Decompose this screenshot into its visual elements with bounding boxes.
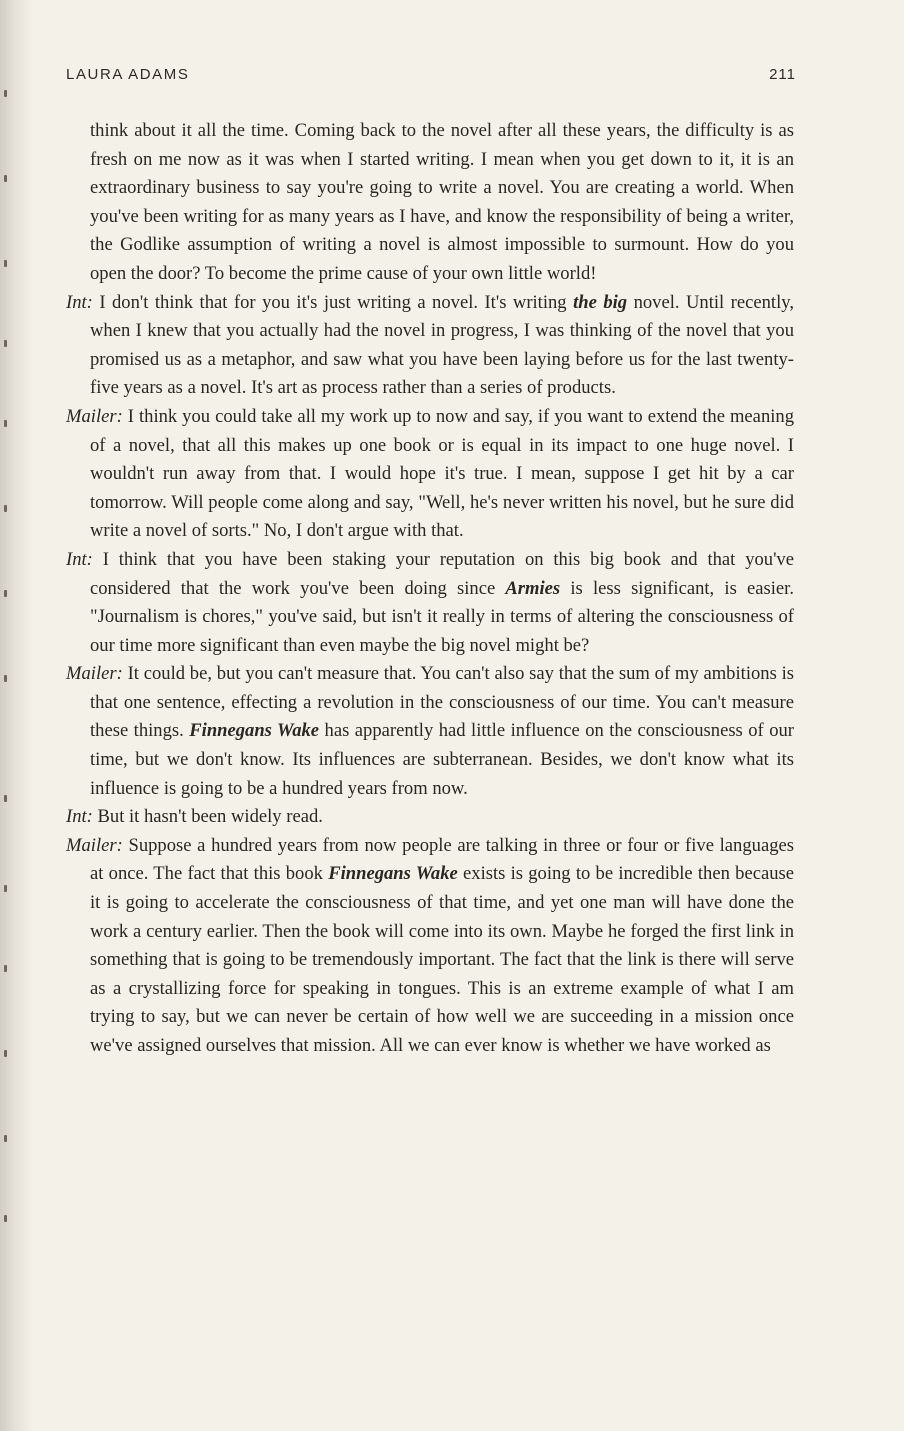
paragraph-text: novel. Until recently, when I knew that you actually had the novel in progress, I was thinking of the novel that you promised us as a metaphor, and saw what you have been laying before us for the last twenty-five years as a novel. It's art as process rather than a series of products. (90, 291, 795, 399)
gutter-mark (4, 340, 7, 347)
paragraph-text: I think that you have been staking your reputation on this big book and that you've considered that the work you've been doing since (90, 548, 794, 599)
gutter-mark (4, 175, 7, 182)
speaker-label: Int: (66, 548, 93, 570)
paragraph-text: I think you could take all my work up to now and say, if you want to extend the meaning of a novel, that all this makes up one book or is equal in its impact to one huge novel. I wouldn't run away from that. I would hope it's true. I mean, suppose I get hit by a car tomorrow. Will people come along and say, "Well, he's never written his novel, but he sure did write a novel of sorts." No, I don't argue with that. (90, 405, 794, 542)
gutter-mark (4, 505, 7, 512)
running-head (66, 66, 796, 88)
interview-text (66, 117, 794, 1061)
italic-reference: Finnegans Wake (189, 720, 320, 742)
paragraph-text: It could be, but you can't measure that. You can't also say that the sum of my ambitions is that one sentence, effecting a revolution in the consciousness of our time. You can't measure these things. (90, 663, 794, 742)
gutter-mark (4, 1050, 7, 1057)
gutter-mark (4, 965, 7, 972)
gutter-mark (4, 1135, 7, 1142)
paragraph-text: is less significant, is easier. "Journalism is chores," you've said, but isn't it really in terms of altering the consciousness of our time more significant than even maybe the big novel might be? (90, 577, 794, 656)
speaker-label: Int: (66, 291, 93, 313)
speaker-label: Mailer: (66, 405, 123, 427)
running-head-author: LAURA ADAMS (66, 66, 190, 83)
paragraph-text: But it hasn't been widely read. (92, 806, 323, 828)
gutter-mark (4, 590, 7, 597)
paragraph-text: has apparently had little influence on the consciousness of our time, but we don't know. Its influences are subterranean. Besides, we don't know what its influence is going to be a hundred years from now. (90, 720, 795, 799)
gutter-mark (4, 1215, 7, 1222)
gutter-mark (4, 90, 7, 97)
dialogue-paragraph (66, 403, 794, 546)
speaker-label: Int: (66, 806, 93, 828)
paragraph-text: I don't think that for you it's just writing a novel. It's writing (92, 291, 574, 313)
paragraph-text: exists is going to be incredible then because it is going to accelerate the consciousness of that time, and yet one man will have done the work a century earlier. Then the book will come into its own. Maybe he forged the first link in something that is going to be tremendously important. The fact that the link is there will serve as a crystallizing force for speaking in tongues. This is an extreme example of what I am trying to say, but we can never be certain of how well we are succeeding in a mission once we've assigned ourselves that mission. All we can ever know is whether we have worked as (90, 863, 794, 1056)
italic-reference: Finnegans Wake (328, 863, 458, 885)
paragraph-text: Suppose a hundred years from now people are talking in three or four or five languages at once. The fact that this book (90, 834, 794, 885)
dialogue-paragraph (66, 803, 794, 832)
gutter-mark (4, 420, 7, 427)
gutter-mark (4, 675, 7, 682)
gutter-mark (4, 885, 7, 892)
continuation-paragraph (66, 117, 794, 289)
dialogue-paragraph (66, 289, 794, 403)
dialogue-paragraph (66, 660, 794, 803)
speaker-label: Mailer: (66, 663, 123, 685)
dialogue-paragraph (66, 832, 794, 1061)
dialogue-paragraph (66, 546, 794, 660)
paragraph-text: think about it all the time. Coming back to the novel after all these years, the difficulty is as fresh on me now as it was when I started writing. I mean when you get down to it, it is an extraordinary business to say you're going to write a novel. You are creating a world. When you've been writing for as many years as I have, and know the responsibility of being a writer, the Godlike assumption of writing a novel is almost impossible to surmount. How do you open the door? To become the prime cause of your own little world! (90, 120, 794, 284)
gutter-mark (4, 795, 7, 802)
italic-reference: the big (573, 291, 628, 313)
speaker-label: Mailer: (66, 834, 123, 856)
gutter-mark (4, 260, 7, 267)
page-number: 211 (769, 66, 796, 83)
italic-reference: Armies (505, 577, 561, 599)
